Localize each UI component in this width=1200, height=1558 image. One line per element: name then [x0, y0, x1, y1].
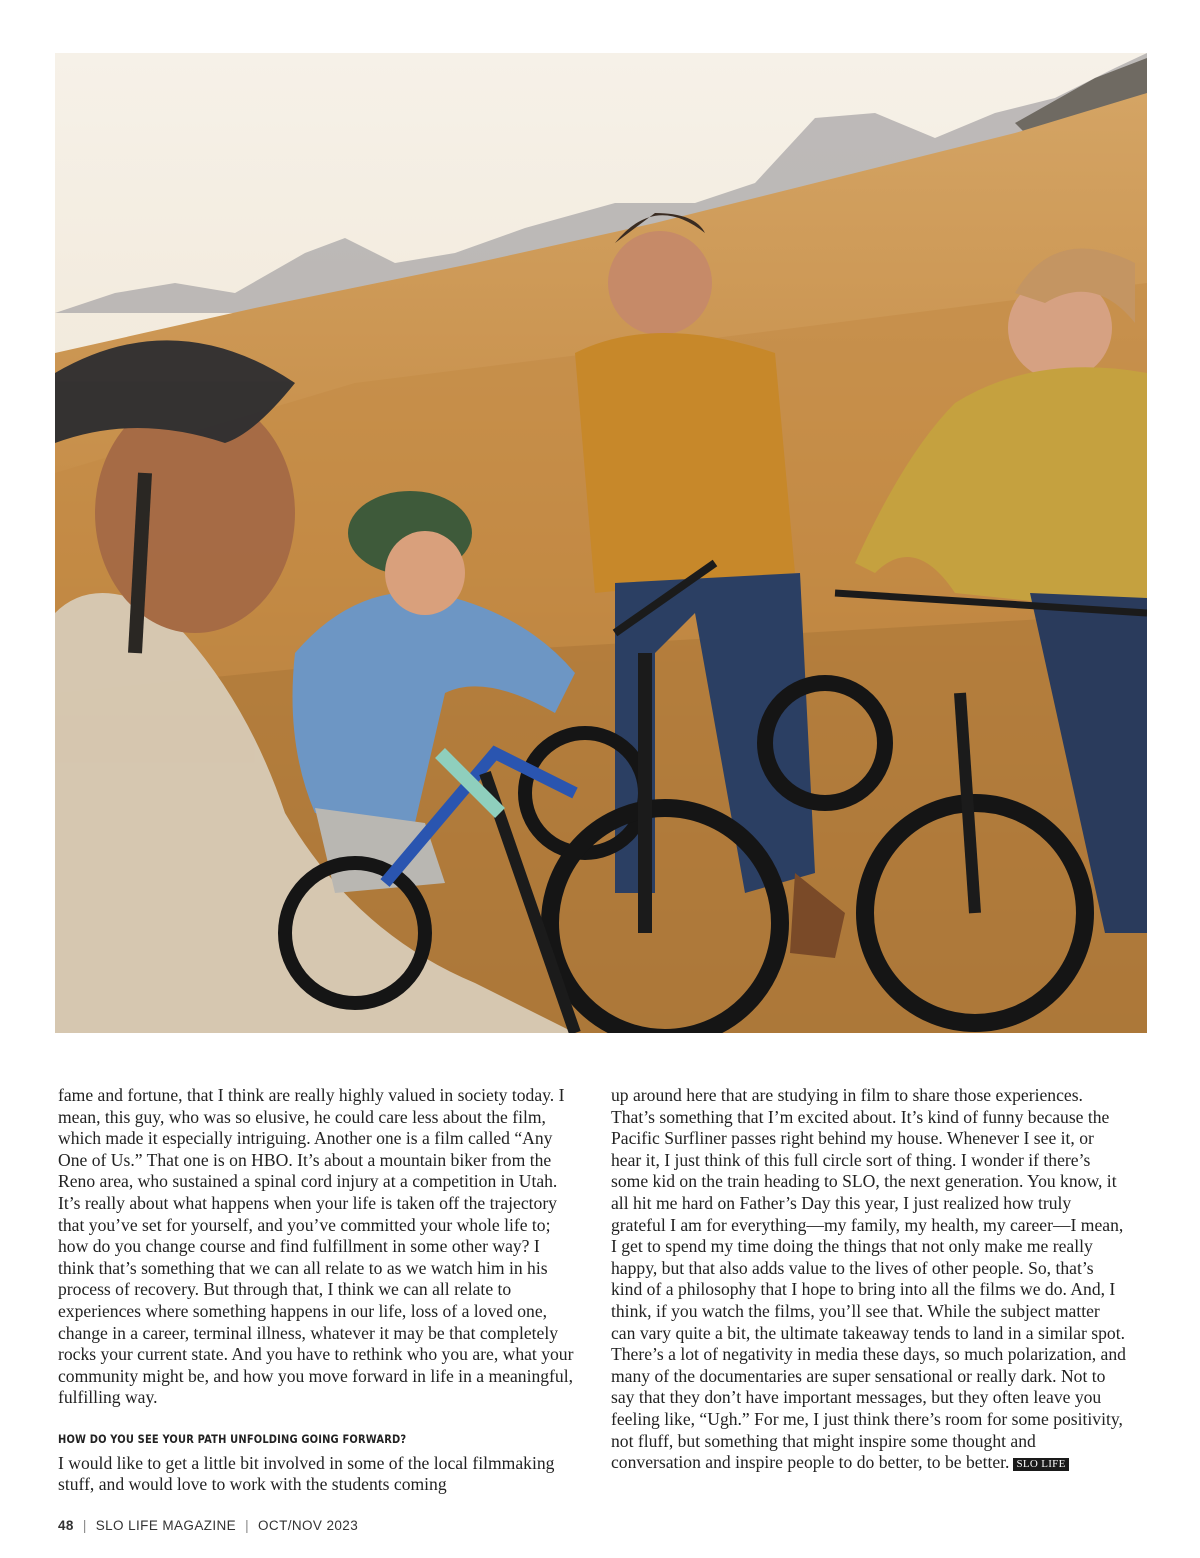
footer-separator: |: [245, 1518, 250, 1533]
magazine-name: SLO LIFE MAGAZINE: [95, 1518, 237, 1533]
footer-separator: |: [82, 1518, 87, 1533]
article-column-left: [58, 1085, 578, 1496]
article-paragraph-text: up around here that are studying in film to share those experiences. That’s something that I’m excited about. It’s kind of funny because the Pacific Surfliner passes right behind my house. Whenever I see it, or hear it, I just think of this full circle sort of thing. I wonder if there’s some kid on the train heading to SLO, the next generation. You know, it all hit me hard on Father’s Day this year, I just realized how truly grateful I am for everything—my family, my health, my career—I mean, I get to spend my time doing the things that not only make me really happy, but that also adds value to the lives of other people. So, that’s kind of a philosophy that I hope to bring into all the films we do. And, I think, if you watch the films, you’ll see that. While the subject matter can vary quite a bit, the ultimate takeaway tends to land in a similar spot. There’s a lot of negativity in media these days, so much polarization, and many of the documentaries are super sensational or really dark. Not to say that they don’t have important messages, but they often leave you feeling like, “Ugh.” For me, I just think there’s room for some positivity, not fluff, but something that might inspire some thought and conversation and inspire people to do better, to be better.: [611, 1085, 1126, 1473]
photo-illustration: [55, 53, 1147, 1033]
article-column-right: [611, 1085, 1126, 1474]
end-mark: SLO LIFE: [1013, 1458, 1068, 1471]
interview-question: HOW DO YOU SEE YOUR PATH UNFOLDING GOING FORWARD?: [58, 1431, 407, 1446]
article-paragraph-continued: [611, 1085, 1126, 1474]
issue-date: OCT/NOV 2023: [258, 1518, 359, 1533]
page-footer: [58, 1518, 358, 1533]
hero-photo: [55, 53, 1147, 1033]
page-number: 48: [58, 1518, 74, 1533]
article-paragraph: fame and fortune, that I think are really highly valued in society today. I mean, this guy, who was so elusive, he could care less about the film, which made it especially intriguing. Another one is a film called “Any One of Us.” That one is on HBO. It’s about a mountain biker from the Reno area, who sustained a spinal cord injury at a competition in Utah. It’s really about what happens when your life is taken off the trajectory that you’ve set for yourself, and you’ve committed your whole life to; how do you change course and find fulfillment in some other way? I think that’s something that we can all relate to as we watch him in his process of recovery. But through that, I think we can all relate to experiences where something happens in our life, loss of a loved one, change in a career, terminal illness, whatever it may be that completely rocks your current state. And you have to rethink who you are, what your community might be, and how you move forward in life in a meaningful, fulfilling way.: [58, 1085, 574, 1408]
article-answer: I would like to get a little bit involved in some of the local filmmaking stuff, and would love to work with the students coming: [58, 1452, 555, 1495]
